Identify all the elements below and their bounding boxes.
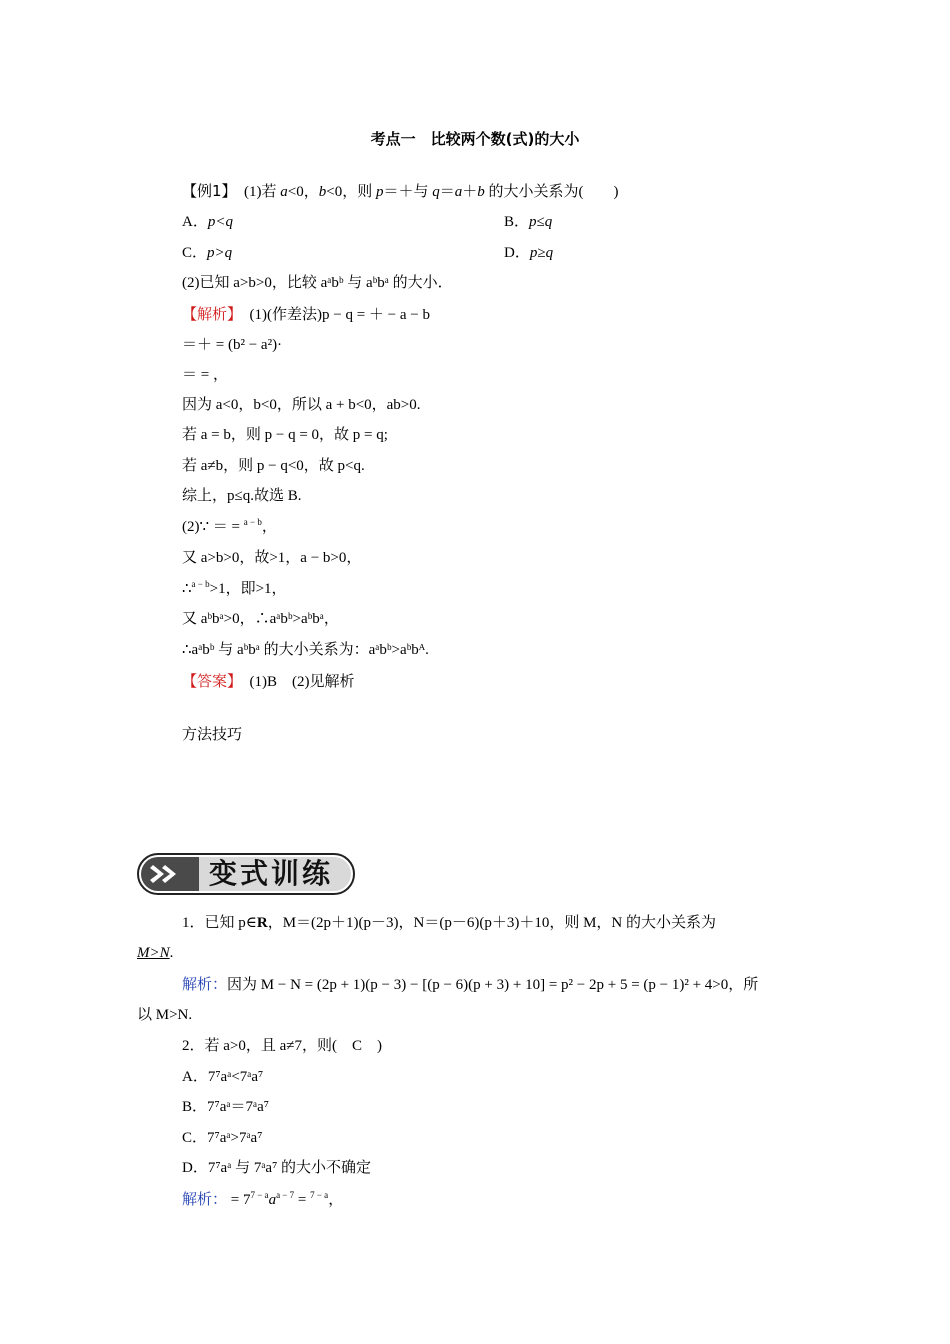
solution-line-1: 【解析】 (1)(作差法)p − q = ＋ − a − b [182, 305, 430, 323]
solution-line-8: (2)∵ ＝ = $^{a - b}$， [182, 517, 277, 535]
method-heading: 方法技巧 [182, 727, 243, 743]
solution-line-5: 若 a = b，则 p − q = 0，故 p = q; [182, 427, 388, 443]
option-b: B．p≤q [504, 214, 553, 230]
solution-line-4: 因为 a<0，b<0，所以 a + b<0，ab>0. [182, 397, 421, 413]
solution-line-9: 又 a>b>0，故>1，a − b>0， [182, 550, 362, 566]
answer-line: 【答案】 (1)B (2)见解析 [182, 672, 355, 690]
example-question-2: (2)已知 a>b>0，比较 aᵃbᵇ 与 aᵇbᵃ 的大小． [182, 275, 453, 291]
section-title: 考点一 比较两个数(式)的大小 [370, 130, 580, 148]
exercise-2-option-d: D．7⁷aᵃ 与 7ᵃa⁷ 的大小不确定 [182, 1160, 372, 1176]
option-a: A．p<q [182, 214, 233, 230]
solution-tag: 【解析】 [182, 305, 235, 323]
solution-line-11: 又 aᵇbᵃ>0，∴aᵃbᵇ>aᵇbᵃ， [182, 611, 339, 627]
banner-label: 变式训练 [209, 857, 334, 890]
example-tag: 【例1】 [182, 182, 230, 200]
exercise-2-option-b: B．7⁷aᵃ＝7ᵃa⁷ [182, 1099, 269, 1115]
exercise-1-question: 1．已知 p∈R，M＝(2p＋1)(p－3)，N＝(p－6)(p＋3)＋10，则 M，N 的大小关系为 [182, 915, 717, 931]
exercise-2-option-c: C．7⁷aᵃ>7ᵃa⁷ [182, 1130, 263, 1146]
exercise-2-solution-tag: 解析： [182, 1190, 228, 1208]
exercise-2-solution: 解析： = $7^{7 - a}a^{a - 7} = ^{7 - a}$， [182, 1190, 344, 1208]
example-question-1: 【例1】 (1)若 a<0，b<0，则 p＝＋与 q＝a＋b 的大小关系为( ) [182, 182, 619, 200]
exercise-1-solution-cont: 以 M>N. [137, 1007, 193, 1023]
option-d: D．p≥q [504, 245, 554, 261]
solution-line-3: ＝ = ， [182, 367, 228, 383]
practice-banner [137, 853, 355, 895]
option-c: C．p>q [182, 245, 233, 261]
exercise-1-solution: 解析：因为 M − N = (2p + 1)(p − 3) − [(p − 6)(p + 3) + 10] = p² − 2p + 5 = (p − 1)² + 4>0，所 [182, 975, 759, 993]
answer-tag: 【答案】 [182, 672, 235, 690]
solution-line-7: 综上，p≤q.故选 B. [182, 488, 302, 504]
solution-line-6: 若 a≠b，则 p − q<0，故 p<q. [182, 458, 365, 474]
exercise-1-answer: M>N. [137, 945, 174, 961]
solution-line-2: ＝＋ = (b² − a²)· [182, 337, 283, 353]
exercise-2-question: 2．若 a>0，且 a≠7，则( C ) [182, 1038, 383, 1054]
exercise-2-option-a: A．7⁷aᵃ<7ᵃa⁷ [182, 1069, 264, 1085]
solution-line-10: ∴$^{a - b}$>1，即>1， [182, 579, 287, 597]
solution-line-12: ∴aᵃbᵇ 与 aᵇbᵃ 的大小关系为：aᵃbᵇ>aᵇbᴬ. [182, 642, 429, 658]
exercise-1-solution-tag: 解析： [182, 975, 228, 993]
